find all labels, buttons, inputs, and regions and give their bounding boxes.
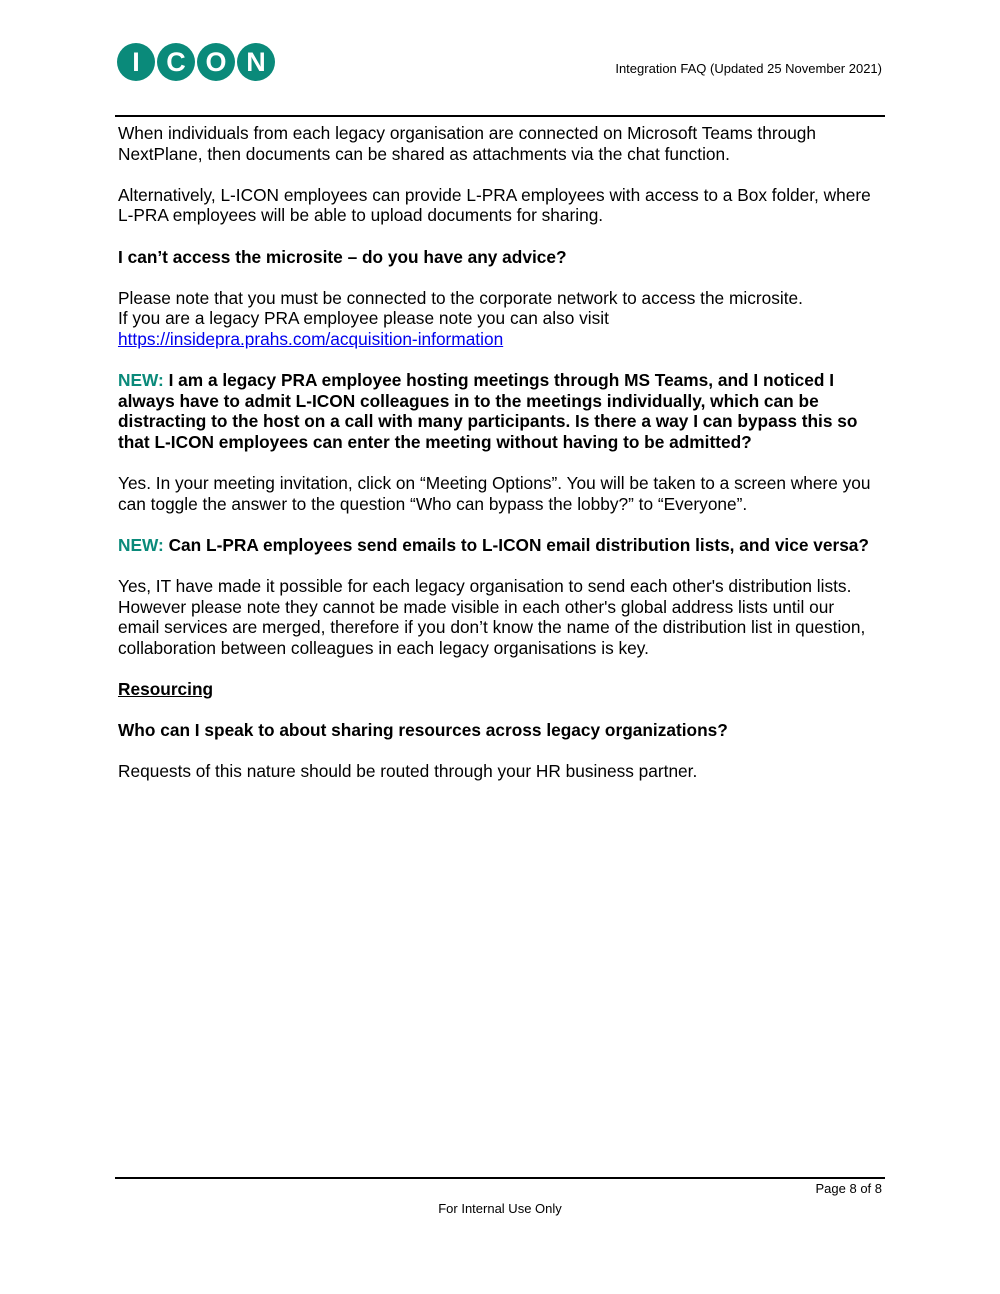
answer-microsite-line1: Please note that you must be connected to the corporate network to access the microsite. xyxy=(118,287,803,308)
question-distribution-lists-text: Can L-PRA employees send emails to L-ICON email distribution lists, and vice versa? xyxy=(168,534,869,555)
footer-divider xyxy=(115,1177,885,1179)
paragraph-box-folder: Alternatively, L-ICON employees can provide L-PRA employees with access to a Box folder, where L-PRA employees will be able to upload documents for sharing. xyxy=(118,184,871,226)
section-heading-resourcing: Resourcing xyxy=(118,679,214,700)
logo-letter-c: C xyxy=(157,43,195,81)
question-distribution-lists xyxy=(118,535,878,556)
answer-microsite xyxy=(118,288,878,350)
logo-letter-n: N xyxy=(237,43,275,81)
paragraph-teams-sharing: When individuals from each legacy organisation are connected on Microsoft Teams through NextPlane, then documents can be shared as attachments via the chat function. xyxy=(118,123,817,164)
new-badge: NEW: xyxy=(118,534,164,555)
document-title: Integration FAQ (Updated 25 November 2021) xyxy=(615,61,882,76)
footer-note: For Internal Use Only xyxy=(438,1201,562,1216)
new-badge: NEW: xyxy=(118,370,164,391)
question-microsite: I can’t access the microsite – do you have any advice? xyxy=(118,246,567,267)
question-teams-lobby-text: I am a legacy PRA employee hosting meetings through MS Teams, and I noticed I always have to admit L-ICON colleagues in to the meetings individually, which can be distracting to the host on a call with many participants. Is there a way I can bypass this so that L-ICON employees can enter the meeting without having to be admitted? xyxy=(118,370,858,452)
logo-letter-o: O xyxy=(197,43,235,81)
question-teams-lobby xyxy=(118,370,878,452)
icon-logo xyxy=(117,43,275,81)
header-divider xyxy=(115,115,885,117)
answer-sharing-resources: Requests of this nature should be routed through your HR business partner. xyxy=(118,761,698,782)
answer-teams-lobby: Yes. In your meeting invitation, click on “Meeting Options”. You will be taken to a screen where you can toggle the answer to the question “Who can bypass the lobby?” to “Everyone”. xyxy=(118,473,871,514)
page-number: Page 8 of 8 xyxy=(815,1181,882,1196)
answer-microsite-line2: If you are a legacy PRA employee please note you can also visit xyxy=(118,308,609,329)
answer-distribution-lists: Yes, IT have made it possible for each legacy organisation to send each other's distribution lists. However please note they cannot be made visible in each other's global address lists until our email services are merged, therefore if you don’t know the name of the distribution list in question, collaboration between colleagues in each legacy organisations is key. xyxy=(118,576,866,658)
document-body xyxy=(118,123,878,803)
acquisition-information-link[interactable]: https://insidepra.prahs.com/acquisition-information xyxy=(118,328,504,349)
logo-letter-i: I xyxy=(117,43,155,81)
question-sharing-resources: Who can I speak to about sharing resources across legacy organizations? xyxy=(118,720,728,741)
